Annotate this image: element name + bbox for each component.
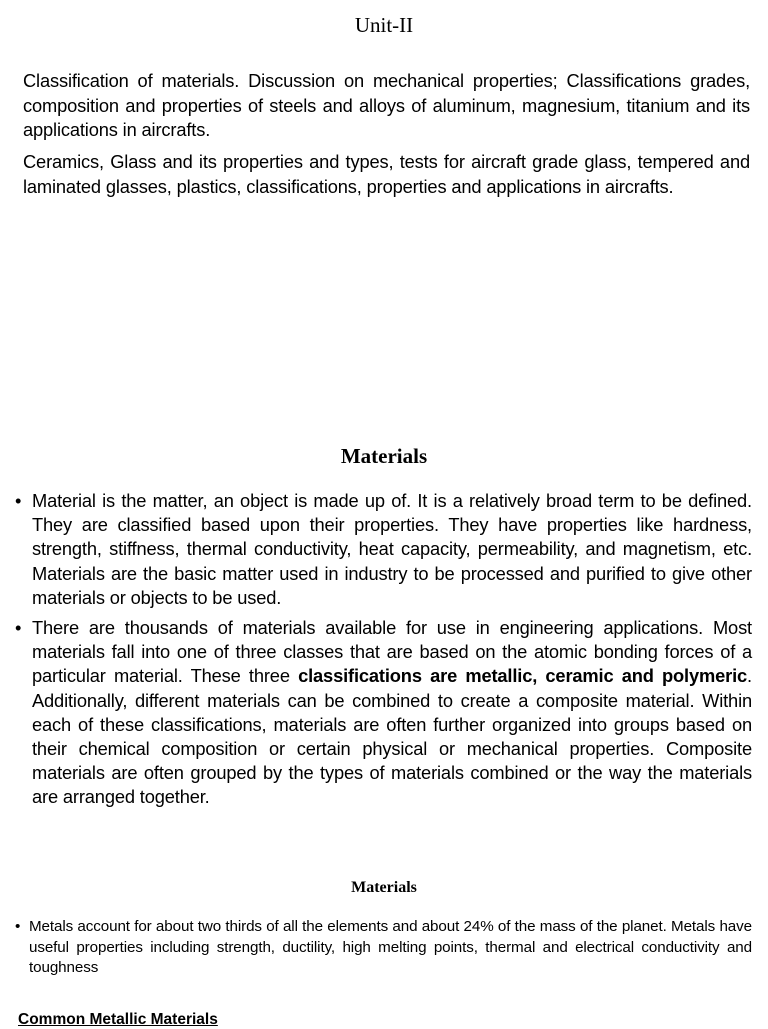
bullet-text-bold: classifications are metallic, ceramic and polymeric <box>298 665 748 687</box>
common-metallic-materials-heading: Common Metallic Materials <box>18 1011 218 1028</box>
unit-title: Unit-II <box>354 13 414 37</box>
metals-bullet-list <box>15 917 752 985</box>
bullet-icon: • <box>15 490 22 511</box>
syllabus-paragraph-2: Ceramics, Glass and its properties and types, tests for aircraft grade glass, tempered and laminated glasses, plastics, classifications, properties and applications in aircrafts. <box>23 151 750 197</box>
bullet-text-end: . Additionally, different materials can be combined to create a composite material. Within each of these classifications, materials are often further organized into groups based on their chemical composition or certain physical or mechanical properties. Composite materials are often grouped by the types of materials combined or the way the materials are arranged together. <box>32 665 752 808</box>
syllabus-paragraph-1: Classification of materials. Discussion on mechanical properties; Classifications grades, composition and properties of steels and alloys of aluminum, magnesium, titanium and its applications in aircrafts. <box>23 70 750 140</box>
list-item <box>15 489 752 610</box>
bullet-text-start: There are thousands of materials available for use in engineering applications. Most materials fall into one of three classes that are based on the atomic bonding forces of a particular material. These three <box>32 617 752 687</box>
bullet-text: Metals account for about two thirds of all the elements and about 24% of the mass of the planet. Metals have useful properties including strength, ductility, high melting points, thermal and electrical conductivity and toughness <box>29 918 752 976</box>
materials-heading: Materials <box>340 444 428 468</box>
materials-bullet-list <box>15 489 752 816</box>
list-item <box>15 616 752 810</box>
materials-subheading: Materials <box>351 879 417 896</box>
bullet-icon: • <box>15 918 21 935</box>
bullet-text: Material is the matter, an object is made up of. It is a relatively broad term to be defined. They are classified based upon their properties. They have properties like hardness, strength, stiffness, thermal conductivity, heat capacity, permeability, and magnetism, etc. Materials are the basic matter used in industry to be processed and purified to give other materials or objects to be used. <box>32 490 752 608</box>
bullet-icon: • <box>15 617 22 639</box>
list-item <box>15 917 752 979</box>
